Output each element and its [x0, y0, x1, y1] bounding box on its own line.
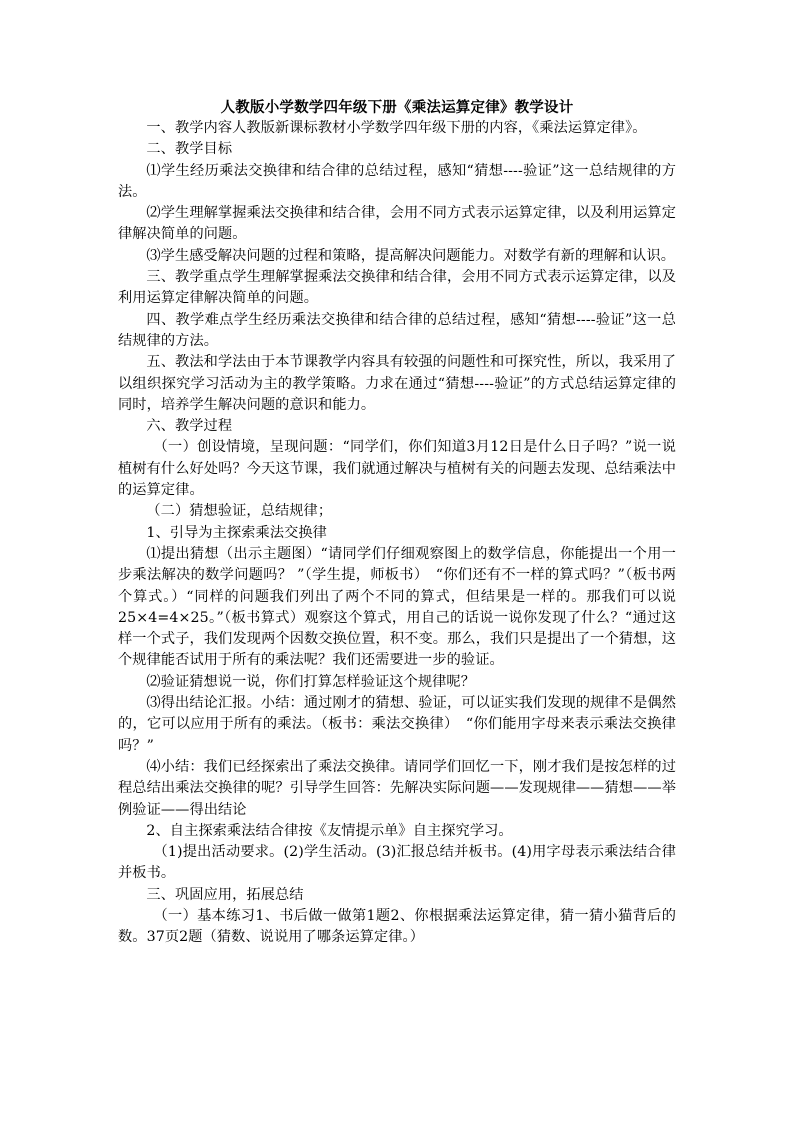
objective-1: ⑴学生经历乘法交换律和结合律的总结过程，感知“猜想----验证”这一总结规律的方法。: [118, 162, 676, 200]
section-key-points: 三、教学重点学生理解掌握乘法交换律和结合律，会用不同方式表示运算定律，以及利用运算定律解决简单的问题。: [118, 269, 676, 307]
objective-3: ⑶学生感受解决问题的过程和策略，提高解决问题能力。对数学有新的理解和认识。: [146, 247, 676, 264]
section-content: 一、教学内容人教版新课标教材小学数学四年级下册的内容，《乘法运算定律》。: [146, 120, 647, 136]
objective-2: ⑵学生理解掌握乘法交换律和结合律，会用不同方式表示运算定律，以及利用运算定律解决简单的问题。: [118, 205, 676, 243]
commutative-conclusion: ⑶得出结论汇报。小结：通过刚才的猜想、验证，可以证实我们发现的规律不是偶然的，它可以应用于所有的乘法。（板书：乘法交换律） “你们能用字母来表示乘法交换律吗？”: [118, 695, 676, 754]
associative-steps: （1)提出活动要求。(2)学生活动。(3)汇报总结并板书。(4)用字母表示乘法结合律并板书。: [118, 844, 676, 882]
document-title: 人教版小学数学四年级下册《乘法运算定律》教学设计: [220, 99, 574, 116]
commutative-verify: ⑵验证猜想说一说，你们打算怎样验证这个规律呢？: [146, 673, 476, 690]
commutative-guess: ⑴提出猜想（出示主题图）“请同学们仔细观察图上的数学信息，你能提出一个用一步乘法解决的数学问题吗？ ”（学生提，师板书） “你们还有不一样的算式吗？”（板书两个算式。）“同样的问题我们列出了两个不同的算式，但结果是一样的。那我们可以说25×4=4×25。”（板书算式）观察这个算式，用自己的话说一说你发现了什么？“通过这样一个式子，我们发现两个因数交换位置，积不变。那么，我们只是提出了一个猜想，这个规律能否试用于所有的乘法呢？我们还需要进一步的验证。: [118, 545, 676, 669]
process-step-1: （一）创设情境，呈现问题：“同学们，你们知道3月12日是什么日子吗？”说一说植树有什么好处吗？今天这节课，我们就通过解决与植树有关的问题去发现、总结乘法中的运算定律。: [118, 439, 676, 499]
section-methods: 五、教法和学法由于本节课教学内容具有较强的问题性和可探究性，所以，我采用了以组织探究学习活动为主的教学策略。力求在通过“猜想----验证”的方式总结运算定律的同时，培养学生解决问题的意识和能力。: [118, 354, 676, 413]
practice-basic: （一）基本练习1、书后做一做第1题2、你根据乘法运算定律，猜一猜小猫背后的数。37页2题（猜数、说说用了哪条运算定律。）: [118, 907, 676, 946]
subsection-associative: 2、自主探索乘法结合律按《友情提示单》自主探究学习。: [146, 822, 513, 839]
commutative-summary: ⑷小结：我们已经探索出了乘法交换律。请同学们回忆一下，刚才我们是按怎样的过程总结出乘法交换律的呢？引导学生回答：先解决实际问题——发现规律——猜想——举例验证——得出结论: [118, 758, 676, 818]
section-difficulties: 四、教学难点学生经历乘法交换律和结合律的总结过程，感知“猜想----验证”这一总结规律的方法。: [118, 311, 676, 349]
subsection-commutative: 1、引导为主探索乘法交换律: [146, 524, 327, 541]
section-objectives-heading: 二、教学目标: [146, 141, 233, 158]
process-step-2: （二）猜想验证，总结规律；: [146, 503, 333, 520]
document-page: [118, 98, 676, 949]
section-process-heading: 六、教学过程: [146, 418, 233, 435]
section-practice-heading: 三、巩固应用，拓展总结: [146, 886, 304, 903]
